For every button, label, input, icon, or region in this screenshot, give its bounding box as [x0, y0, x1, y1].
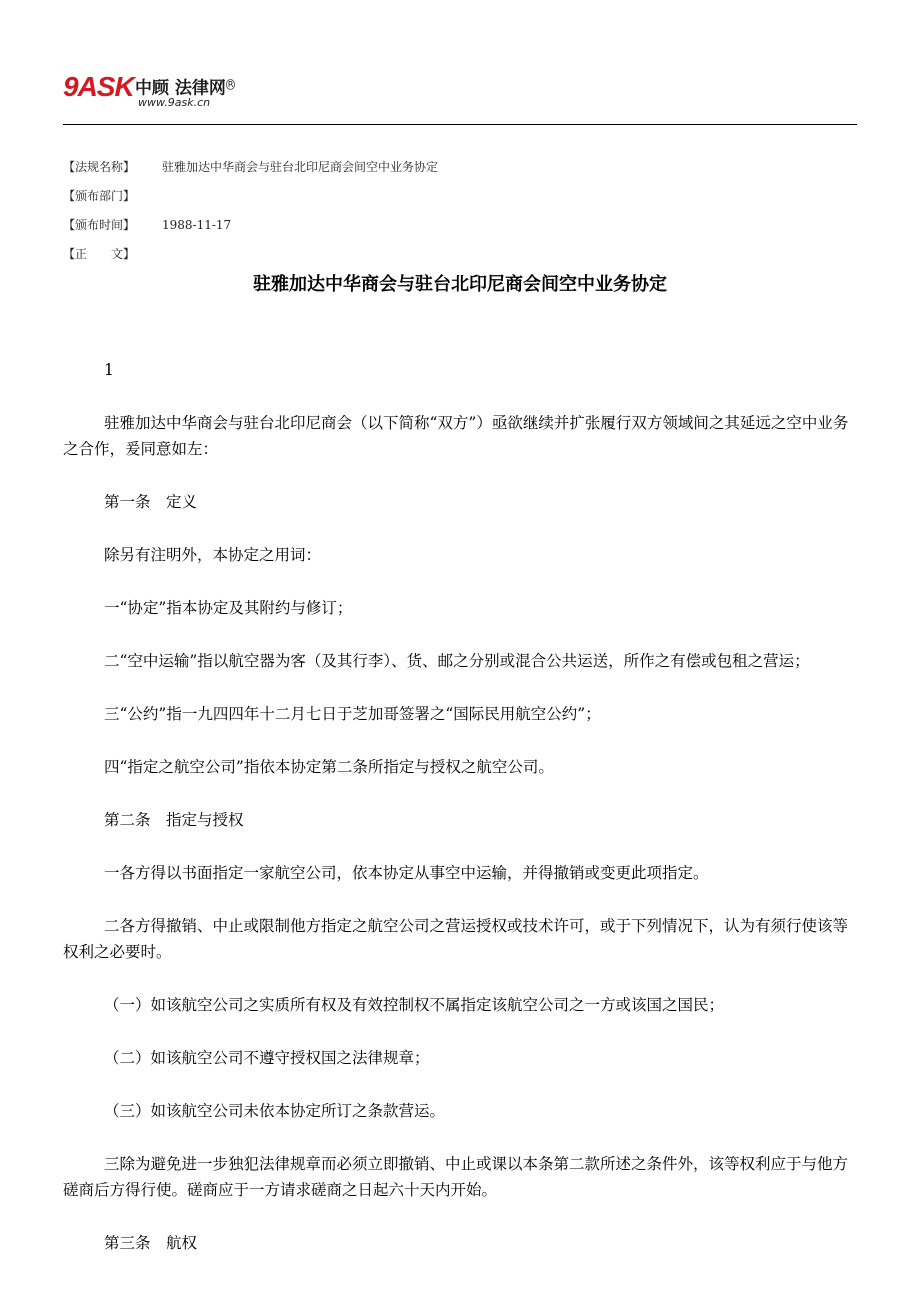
meta-key: 【法规名称】 [63, 160, 136, 174]
paragraph: 四“指定之航空公司”指依本协定第二条所指定与授权之航空公司。 [104, 758, 554, 776]
document-title: 驻雅加达中华商会与驻台北印尼商会间空中业务协定 [253, 274, 667, 295]
paragraph: 驻雅加达中华商会与驻台北印尼商会（以下简称“双方”）亟欲继续并扩张履行双方领域间之其延远之空中业务之合作，爰同意如左： [63, 414, 849, 458]
paragraph: 一“协定”指本协定及其附约与修订； [104, 599, 353, 617]
registered-mark: R [227, 80, 234, 89]
meta-row-date [63, 211, 438, 240]
metadata-block [63, 153, 438, 269]
meta-key: 【正 文】 [63, 247, 136, 261]
logo-mark: 9ASK [63, 71, 134, 102]
meta-key: 【颁布部门】 [63, 189, 136, 203]
paragraph: （二）如该航空公司不遵守授权国之法律规章； [104, 1049, 430, 1067]
meta-row-body [63, 240, 438, 269]
meta-row-department [63, 182, 438, 211]
article-heading: 第二条 指定与授权 [104, 811, 244, 829]
paragraph: 三除为避免进一步独犯法律规章而必须立即撤销、中止或课以本条第二款所述之条件外，该等权利应于与他方磋商后方得行使。磋商应于一方请求磋商之日起六十天内开始。 [63, 1155, 849, 1199]
document-body [63, 357, 857, 1283]
paragraph: 除另有注明外，本协定之用词： [104, 546, 322, 564]
meta-value: 1988-11-17 [162, 218, 232, 232]
paragraph: （三）如该航空公司未依本协定所订之条款营运。 [104, 1102, 446, 1120]
site-logo[interactable] [63, 72, 263, 112]
logo-url: www.9ask.cn [138, 96, 211, 109]
meta-value: 驻雅加达中华商会与驻台北印尼商会间空中业务协定 [162, 160, 439, 174]
paragraph: 1 [104, 361, 114, 379]
meta-key: 【颁布时间】 [63, 218, 136, 232]
paragraph: 一各方得以书面指定一家航空公司，依本协定从事空中运输，并得撤销或变更此项指定。 [104, 864, 709, 882]
article-heading: 第一条 定义 [104, 493, 198, 511]
logo-name: 中顾 法律网 $^R$ [135, 78, 234, 99]
article-heading: 第三条 航权 [104, 1234, 198, 1252]
meta-row-name [63, 153, 438, 182]
paragraph: 三“公约”指一九四四年十二月七日于芝加哥签署之“国际民用航空公约”； [104, 705, 601, 723]
header-divider [63, 124, 857, 125]
paragraph: 二“空中运输”指以航空器为客（及其行李）、货、邮之分别或混合公共运送，所作之有偿或包租之营运； [104, 652, 810, 670]
paragraph: 二各方得撤销、中止或限制他方指定之航空公司之营运授权或技术许可，或于下列情况下，认为有须行使该等权利之必要时。 [63, 917, 849, 961]
paragraph: （一）如该航空公司之实质所有权及有效控制权不属指定该航空公司之一方或该国之国民； [104, 996, 725, 1014]
